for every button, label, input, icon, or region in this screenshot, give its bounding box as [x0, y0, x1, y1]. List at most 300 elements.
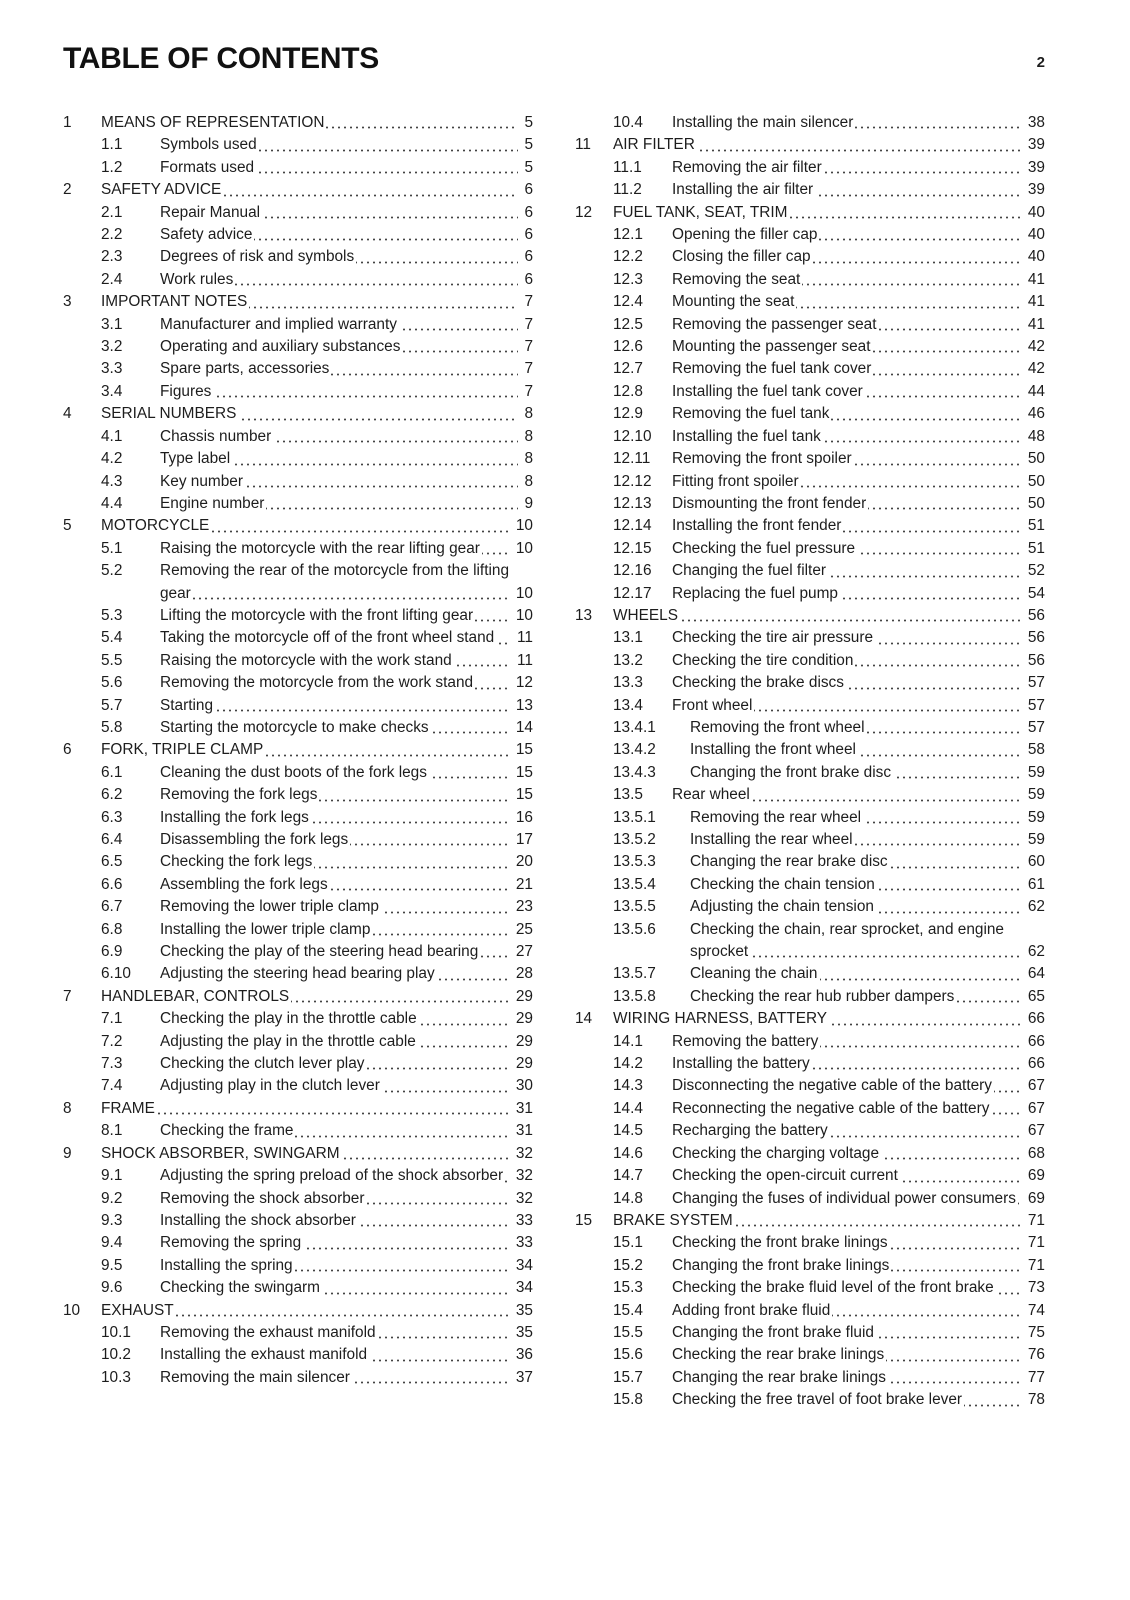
toc-entry-title: Removing the fork legs	[160, 786, 318, 804]
toc-entry[interactable]	[575, 314, 1045, 336]
toc-entry[interactable]	[575, 1367, 1045, 1389]
toc-entry-number: 12.13	[613, 493, 672, 515]
toc-entry-leader	[672, 627, 1045, 649]
toc-entry-title: Checking the play of the steering head bearing	[160, 943, 479, 961]
toc-entry[interactable]	[575, 829, 1045, 851]
toc-entry-title: Cleaning the dust boots of the fork legs	[160, 763, 427, 781]
toc-entry[interactable]	[63, 448, 533, 470]
toc-entry-page: 35	[510, 1322, 533, 1344]
toc-entry[interactable]	[575, 269, 1045, 291]
toc-entry[interactable]	[575, 246, 1045, 268]
toc-entry-number: 13.4.1	[613, 717, 690, 739]
toc-entry-title: Removing the rear of the motorcycle from the lifting gear	[160, 562, 510, 602]
toc-entry-leader	[672, 1053, 1045, 1075]
toc-entry-number: 12.3	[613, 269, 672, 291]
toc-entry-title: Assembling the fork legs	[160, 875, 328, 893]
toc-entry[interactable]	[63, 963, 533, 985]
toc-entry-leader	[160, 1188, 533, 1210]
toc-entry[interactable]	[575, 471, 1045, 493]
toc-entry[interactable]	[575, 202, 1045, 224]
toc-entry-number: 14.6	[613, 1143, 672, 1165]
toc-entry[interactable]	[63, 1277, 533, 1299]
toc-entry[interactable]	[575, 1232, 1045, 1254]
toc-entry-number: 10.4	[613, 112, 672, 134]
toc-entry[interactable]	[575, 1008, 1045, 1030]
toc-entry-title: Figures	[160, 382, 212, 400]
toc-entry-page: 66	[1022, 1053, 1045, 1075]
toc-entry-number: 14.3	[613, 1075, 672, 1097]
toc-entry-number: 8	[63, 1098, 101, 1120]
toc-entry[interactable]	[63, 403, 533, 425]
toc-entry[interactable]	[575, 717, 1045, 739]
toc-entry-leader	[672, 1031, 1045, 1053]
toc-entry-leader	[160, 358, 533, 380]
toc-entry[interactable]	[63, 179, 533, 201]
toc-entry-leader	[672, 179, 1045, 201]
toc-entry-number: 6.2	[101, 784, 160, 806]
toc-entry-page: 6	[518, 246, 533, 268]
toc-entry[interactable]	[63, 246, 533, 268]
toc-entry[interactable]	[63, 202, 533, 224]
toc-entry[interactable]	[575, 1075, 1045, 1097]
toc-entry-number: 2.3	[101, 246, 160, 268]
toc-entry-leader	[160, 695, 533, 717]
toc-entry[interactable]	[575, 1344, 1045, 1366]
toc-entry-page: 8	[518, 426, 533, 448]
toc-entry[interactable]	[575, 1322, 1045, 1344]
toc-entry[interactable]	[575, 336, 1045, 358]
toc-entry-title: Checking the brake fluid level of the front brake	[672, 1279, 994, 1297]
toc-entry[interactable]	[63, 1053, 533, 1075]
toc-entry-title: Safety advice	[160, 226, 253, 244]
toc-entry[interactable]	[63, 717, 533, 739]
toc-entry[interactable]	[63, 1031, 533, 1053]
toc-entry[interactable]	[63, 157, 533, 179]
toc-entry-leader	[160, 807, 533, 829]
toc-entry-title: Disconnecting the negative cable of the battery	[672, 1077, 992, 1095]
toc-entry-number: 13.5.4	[613, 874, 690, 896]
toc-entry-number: 1	[63, 112, 101, 134]
toc-entry[interactable]	[575, 784, 1045, 806]
toc-entry[interactable]	[575, 134, 1045, 156]
toc-entry[interactable]	[575, 762, 1045, 784]
toc-entry-number: 15.5	[613, 1322, 672, 1344]
toc-entry[interactable]	[575, 515, 1045, 537]
toc-entry-page: 59	[1022, 829, 1045, 851]
toc-entry[interactable]	[63, 336, 533, 358]
toc-entry-number: 6.5	[101, 851, 160, 873]
toc-entry-title: Manufacturer and implied warranty	[160, 315, 397, 333]
toc-entry-leader	[672, 1232, 1045, 1254]
toc-entry-title: Opening the filler cap	[672, 226, 818, 244]
toc-entry[interactable]	[575, 291, 1045, 313]
toc-entry-number: 14.4	[613, 1098, 672, 1120]
toc-entry-title: BRAKE SYSTEM	[613, 1211, 733, 1229]
toc-entry-leader	[101, 1300, 533, 1322]
toc-entry-number: 5.6	[101, 672, 160, 694]
toc-entry[interactable]	[63, 112, 533, 134]
toc-entry-title: Removing the main silencer	[160, 1368, 350, 1386]
toc-entry[interactable]	[63, 986, 533, 1008]
toc-entry[interactable]	[63, 807, 533, 829]
toc-entry-title: Changing the rear brake linings	[672, 1368, 886, 1386]
toc-entry-title: Checking the open-circuit current	[672, 1167, 898, 1185]
toc-entry-title: Installing the shock absorber	[160, 1211, 356, 1229]
toc-entry[interactable]	[575, 1031, 1045, 1053]
toc-entry[interactable]	[63, 1075, 533, 1097]
toc-entry-number: 4.4	[101, 493, 160, 515]
toc-entry[interactable]	[575, 224, 1045, 246]
toc-entry[interactable]	[575, 874, 1045, 896]
toc-entry[interactable]	[63, 1255, 533, 1277]
toc-entry-title: Adding front brake fluid	[672, 1301, 831, 1319]
toc-entry-leader	[160, 1255, 533, 1277]
toc-entry-page: 54	[1022, 583, 1045, 605]
toc-entry[interactable]	[575, 605, 1045, 627]
toc-entry-title: Raising the motorcycle with the rear lifting gear	[160, 539, 480, 557]
toc-entry[interactable]	[575, 493, 1045, 515]
toc-entry[interactable]	[575, 919, 1045, 964]
toc-entry-leader	[101, 112, 533, 134]
toc-entry-number: 6.6	[101, 874, 160, 896]
toc-entry-leader	[613, 202, 1045, 224]
toc-entry[interactable]	[63, 134, 533, 156]
toc-entry-number: 2.4	[101, 269, 160, 291]
toc-entry-leader	[160, 224, 533, 246]
toc-entry[interactable]	[63, 224, 533, 246]
toc-entry-title: Installing the battery	[672, 1055, 810, 1073]
toc-entry-leader	[690, 986, 1045, 1008]
toc-entry-page: 64	[1022, 963, 1045, 985]
toc-entry[interactable]	[63, 426, 533, 448]
toc-entry[interactable]	[575, 963, 1045, 985]
page-title: TABLE OF CONTENTS	[63, 42, 379, 75]
toc-entry[interactable]	[63, 762, 533, 784]
toc-entry-leader	[101, 291, 533, 313]
toc-entry-page: 34	[510, 1277, 533, 1299]
toc-entry-page: 7	[518, 336, 533, 358]
toc-entry-title: Removing the fuel tank cover	[672, 360, 872, 378]
toc-entry[interactable]	[63, 784, 533, 806]
toc-entry-title: Removing the battery	[672, 1032, 819, 1050]
toc-entry-number: 1.1	[101, 134, 160, 156]
toc-entry-page: 75	[1022, 1322, 1045, 1344]
toc-entry-page: 39	[1022, 134, 1045, 156]
toc-entry[interactable]	[575, 739, 1045, 761]
toc-entry-page: 13	[510, 695, 533, 717]
toc-entry-leader	[690, 896, 1045, 918]
toc-entry[interactable]	[575, 896, 1045, 918]
toc-entry-page: 17	[510, 829, 533, 851]
toc-entry-leader	[672, 493, 1045, 515]
toc-entry[interactable]	[63, 695, 533, 717]
toc-entry-page: 71	[1022, 1232, 1045, 1254]
toc-entry-number: 1.2	[101, 157, 160, 179]
toc-entry-number: 12.10	[613, 426, 672, 448]
toc-entry-leader	[690, 874, 1045, 896]
toc-entry-title: WIRING HARNESS, BATTERY	[613, 1010, 828, 1028]
toc-entry[interactable]	[575, 583, 1045, 605]
toc-entry-title: Installing the fuel tank	[672, 427, 821, 445]
toc-entry[interactable]	[575, 1053, 1045, 1075]
toc-entry-page: 41	[1022, 314, 1045, 336]
toc-entry-title: Removing the rear wheel	[690, 808, 862, 826]
toc-entry[interactable]	[63, 896, 533, 918]
toc-entry-number: 9.2	[101, 1188, 160, 1210]
toc-columns	[63, 112, 1045, 1412]
toc-entry-title: Adjusting the spring preload of the shock absorber	[160, 1167, 504, 1185]
toc-entry-title: Checking the fork legs	[160, 853, 313, 871]
toc-entry-leader	[160, 919, 533, 941]
toc-entry-title: Adjusting play in the clutch lever	[160, 1077, 380, 1095]
toc-entry-title: Removing the shock absorber	[160, 1189, 365, 1207]
toc-entry[interactable]	[63, 829, 533, 851]
toc-entry[interactable]	[63, 1232, 533, 1254]
toc-entry-page: 67	[1022, 1098, 1045, 1120]
toc-entry[interactable]	[63, 1367, 533, 1389]
toc-entry-leader	[613, 1210, 1045, 1232]
toc-entry-title: MOTORCYCLE	[101, 517, 210, 535]
toc-entry-page: 7	[518, 358, 533, 380]
toc-entry-title: Adjusting the steering head bearing play	[160, 965, 435, 983]
toc-entry-title: MEANS OF REPRESENTATION	[101, 114, 325, 131]
toc-entry-title: Reconnecting the negative cable of the battery	[672, 1099, 990, 1117]
toc-entry[interactable]	[63, 874, 533, 896]
toc-entry-number: 14	[575, 1008, 613, 1030]
toc-entry-number: 13.5.5	[613, 896, 690, 918]
toc-entry-number: 9.3	[101, 1210, 160, 1232]
toc-entry-leader	[101, 515, 533, 537]
toc-entry-leader	[101, 179, 533, 201]
toc-entry-title: Checking the brake discs	[672, 674, 844, 692]
toc-entry-title: Cleaning the chain	[690, 965, 818, 983]
toc-entry-number: 13.5.7	[613, 963, 690, 985]
toc-entry[interactable]	[63, 291, 533, 313]
toc-entry-page: 77	[1022, 1367, 1045, 1389]
toc-entry[interactable]	[63, 358, 533, 380]
toc-entry-title: Changing the front brake disc	[690, 763, 892, 781]
toc-entry-leader	[160, 246, 533, 268]
toc-entry-number: 15.1	[613, 1232, 672, 1254]
toc-entry-number: 12.2	[613, 246, 672, 268]
toc-entry-number: 12.11	[613, 448, 672, 470]
toc-entry[interactable]	[63, 941, 533, 963]
toc-entry[interactable]	[575, 1188, 1045, 1210]
toc-entry-page: 5	[518, 112, 533, 134]
toc-entry-number: 10.2	[101, 1344, 160, 1366]
toc-entry-title: EXHAUST	[101, 1301, 174, 1319]
toc-entry[interactable]	[575, 1300, 1045, 1322]
toc-entry-title: Installing the exhaust manifold	[160, 1346, 368, 1364]
toc-entry-leader	[672, 1075, 1045, 1097]
toc-entry-number: 12.15	[613, 538, 672, 560]
toc-entry-page: 62	[1022, 941, 1045, 963]
toc-entry[interactable]	[63, 919, 533, 941]
toc-entry[interactable]	[63, 314, 533, 336]
toc-entry[interactable]	[63, 1188, 533, 1210]
toc-entry-page: 10	[510, 515, 533, 537]
toc-entry[interactable]	[575, 986, 1045, 1008]
toc-entry-page: 57	[1022, 695, 1045, 717]
toc-entry[interactable]	[63, 1165, 533, 1187]
toc-entry[interactable]	[575, 650, 1045, 672]
toc-entry-leader	[160, 1277, 533, 1299]
toc-entry-title: Recharging the battery	[672, 1122, 828, 1140]
toc-entry-number: 12.8	[613, 381, 672, 403]
toc-entry[interactable]	[575, 851, 1045, 873]
toc-entry[interactable]	[63, 1210, 533, 1232]
toc-entry-number: 4.3	[101, 471, 160, 493]
toc-entry-leader	[672, 448, 1045, 470]
toc-entry[interactable]	[575, 358, 1045, 380]
toc-entry[interactable]	[575, 1098, 1045, 1120]
page-header	[63, 42, 1045, 76]
toc-entry[interactable]	[63, 538, 533, 560]
toc-entry-number: 9.5	[101, 1255, 160, 1277]
toc-entry[interactable]	[575, 157, 1045, 179]
toc-entry[interactable]	[63, 1143, 533, 1165]
toc-entry-number: 5.1	[101, 538, 160, 560]
toc-entry-leader	[672, 471, 1045, 493]
toc-entry-title: FORK, TRIPLE CLAMP	[101, 741, 264, 759]
toc-entry-number: 9.6	[101, 1277, 160, 1299]
toc-entry-page: 31	[510, 1120, 533, 1142]
toc-entry-number: 15	[575, 1210, 613, 1232]
toc-entry-page: 66	[1022, 1008, 1045, 1030]
toc-entry-number: 2.1	[101, 202, 160, 224]
toc-entry[interactable]	[575, 1255, 1045, 1277]
toc-entry[interactable]	[575, 1277, 1045, 1299]
toc-entry-leader	[613, 605, 1045, 627]
toc-entry-title: Operating and auxiliary substances	[160, 338, 401, 356]
toc-entry-title: Checking the tire condition	[672, 651, 854, 669]
toc-entry[interactable]	[575, 403, 1045, 425]
toc-entry-title: Adjusting the chain tension	[690, 898, 874, 916]
toc-entry-leader	[690, 851, 1045, 873]
toc-entry-page: 67	[1022, 1075, 1045, 1097]
toc-entry-page: 71	[1022, 1210, 1045, 1232]
toc-entry-number: 13.1	[613, 627, 672, 649]
toc-entry-leader	[672, 157, 1045, 179]
toc-entry[interactable]	[63, 493, 533, 515]
toc-entry-leader	[160, 1344, 533, 1366]
toc-entry[interactable]	[63, 851, 533, 873]
toc-entry-number: 13.5.6	[613, 919, 690, 964]
toc-entry-page: 57	[1022, 717, 1045, 739]
toc-entry[interactable]	[63, 381, 533, 403]
toc-entry[interactable]	[575, 112, 1045, 134]
toc-entry-number: 3.2	[101, 336, 160, 358]
toc-entry[interactable]	[575, 538, 1045, 560]
toc-entry-page: 40	[1022, 224, 1045, 246]
toc-entry[interactable]	[575, 1143, 1045, 1165]
toc-entry-leader	[672, 1255, 1045, 1277]
toc-entry-leader	[101, 986, 533, 1008]
toc-entry-page: 59	[1022, 807, 1045, 829]
toc-entry-leader	[672, 314, 1045, 336]
toc-entry[interactable]	[63, 471, 533, 493]
toc-entry-number: 13.5.3	[613, 851, 690, 873]
toc-entry[interactable]	[575, 695, 1045, 717]
toc-entry-title: Repair Manual	[160, 203, 261, 221]
toc-entry[interactable]	[63, 269, 533, 291]
toc-entry-leader	[672, 291, 1045, 313]
toc-entry-page: 56	[1022, 627, 1045, 649]
toc-entry[interactable]	[575, 672, 1045, 694]
toc-entry-page: 42	[1022, 336, 1045, 358]
toc-entry-leader	[160, 1120, 533, 1142]
toc-entry[interactable]	[575, 381, 1045, 403]
toc-entry-page: 57	[1022, 672, 1045, 694]
toc-entry-title: Key number	[160, 472, 243, 490]
toc-entry-number: 15.8	[613, 1389, 672, 1411]
toc-entry-number: 14.5	[613, 1120, 672, 1142]
toc-entry-title: Removing the lower triple clamp	[160, 898, 379, 916]
toc-entry-number: 15.6	[613, 1344, 672, 1366]
toc-entry-title: Checking the rear brake linings	[672, 1346, 885, 1364]
toc-entry-page: 15	[510, 762, 533, 784]
toc-entry[interactable]	[63, 515, 533, 537]
toc-entry-number: 11	[575, 134, 613, 156]
toc-entry-number: 3.1	[101, 314, 160, 336]
toc-entry-number: 3	[63, 291, 101, 313]
toc-entry[interactable]	[63, 1344, 533, 1366]
toc-entry-title: Installing the front fender	[672, 517, 842, 535]
toc-entry[interactable]	[63, 1098, 533, 1120]
toc-entry-page: 33	[510, 1210, 533, 1232]
toc-entry-leader	[672, 224, 1045, 246]
toc-entry-title: Checking the swingarm	[160, 1279, 320, 1297]
toc-entry[interactable]	[63, 1008, 533, 1030]
toc-entry[interactable]	[63, 605, 533, 627]
toc-entry[interactable]	[575, 1389, 1045, 1411]
toc-entry[interactable]	[575, 426, 1045, 448]
toc-entry-page: 5	[518, 134, 533, 156]
toc-entry[interactable]	[575, 1210, 1045, 1232]
toc-entry-page: 78	[1022, 1389, 1045, 1411]
toc-entry-leader	[672, 1277, 1045, 1299]
toc-entry[interactable]	[575, 560, 1045, 582]
toc-entry-title: Raising the motorcycle with the work stand	[160, 651, 452, 669]
toc-entry-number: 12.7	[613, 358, 672, 380]
toc-entry-leader	[160, 1053, 533, 1075]
toc-entry[interactable]	[575, 627, 1045, 649]
toc-entry[interactable]	[63, 560, 533, 605]
toc-entry-leader	[160, 269, 533, 291]
toc-entry-number: 6.7	[101, 896, 160, 918]
toc-entry-page: 21	[510, 874, 533, 896]
toc-entry[interactable]	[63, 1322, 533, 1344]
toc-entry-number: 2	[63, 179, 101, 201]
toc-entry[interactable]	[63, 739, 533, 761]
toc-entry-leader	[160, 560, 533, 605]
toc-entry[interactable]	[63, 672, 533, 694]
toc-entry[interactable]	[575, 1165, 1045, 1187]
toc-entry[interactable]	[575, 448, 1045, 470]
toc-entry[interactable]	[575, 179, 1045, 201]
toc-entry[interactable]	[63, 1120, 533, 1142]
toc-entry-leader	[160, 448, 533, 470]
toc-entry-number: 13.4.3	[613, 762, 690, 784]
toc-entry[interactable]	[63, 650, 533, 672]
toc-entry[interactable]	[63, 1300, 533, 1322]
toc-entry[interactable]	[63, 627, 533, 649]
toc-entry[interactable]	[575, 1120, 1045, 1142]
toc-entry-number: 7	[63, 986, 101, 1008]
toc-column-left	[63, 112, 533, 1412]
toc-entry-number: 4.2	[101, 448, 160, 470]
toc-entry[interactable]	[575, 807, 1045, 829]
